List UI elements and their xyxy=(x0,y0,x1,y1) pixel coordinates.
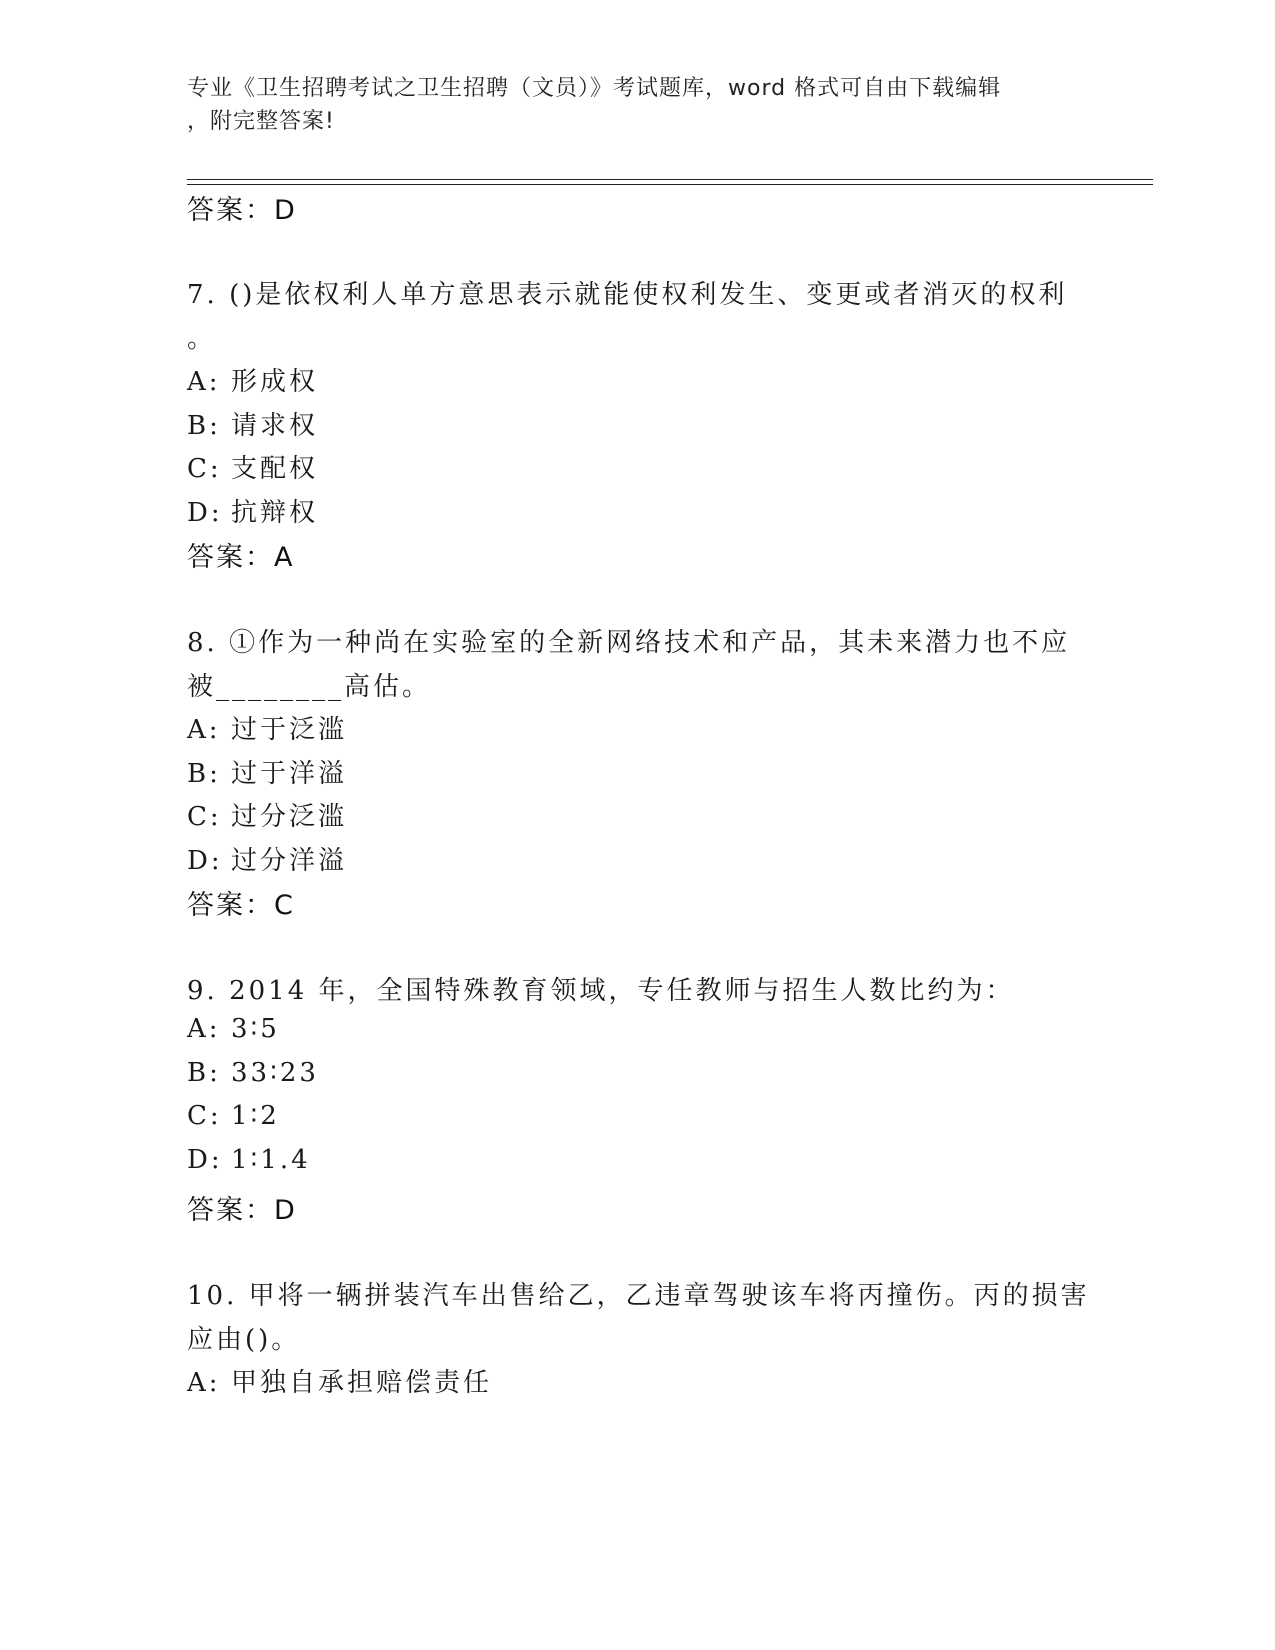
question-7-option-c xyxy=(187,448,318,485)
option-letter: C: xyxy=(187,1101,222,1131)
option-text: 3∶5 xyxy=(231,1014,280,1044)
option-text: 过于洋溢 xyxy=(231,759,348,789)
question-9-answer: 答案：D xyxy=(187,1195,297,1226)
question-10-option-a xyxy=(187,1362,492,1399)
question-7-answer: 答案：A xyxy=(187,542,295,573)
header-divider-top xyxy=(187,179,1153,180)
option-letter: D: xyxy=(187,1145,223,1175)
question-8-answer: 答案：C xyxy=(187,890,295,921)
option-letter: A: xyxy=(187,1014,221,1044)
option-letter: C: xyxy=(187,454,222,484)
option-text: 形成权 xyxy=(231,367,319,397)
header-line-1: 专业《卫生招聘考试之卫生招聘（文员）》考试题库，word 格式可自由下载编辑 xyxy=(187,76,1002,101)
question-7-option-d xyxy=(187,492,318,529)
option-letter: A: xyxy=(187,1368,221,1398)
prev-answer: 答案：D xyxy=(187,195,297,226)
option-text: 抗辩权 xyxy=(231,498,319,528)
question-9-option-b xyxy=(187,1058,319,1088)
question-9-stem-line-1: 9. 2014 年，全国特殊教育领域，专任教师与招生人数比约为： xyxy=(187,976,1015,1006)
option-letter: A: xyxy=(187,367,221,397)
question-10-stem-line-2: 应由()。 xyxy=(187,1325,301,1355)
question-7-option-b xyxy=(187,405,318,442)
question-10-stem-line-1: 10. 甲将一辆拼装汽车出售给乙，乙违章驾驶该车将丙撞伤。丙的损害 xyxy=(187,1281,1090,1311)
question-9-option-a xyxy=(187,1014,280,1044)
option-letter: B: xyxy=(187,411,221,441)
option-text: 请求权 xyxy=(231,411,319,441)
question-9-option-d xyxy=(187,1145,311,1175)
option-letter: D: xyxy=(187,498,223,528)
option-text: 33∶23 xyxy=(231,1058,319,1088)
option-letter: C: xyxy=(187,802,222,832)
option-text: 过分泛滥 xyxy=(231,802,348,832)
option-text: 支配权 xyxy=(231,454,319,484)
document-header xyxy=(187,72,1067,138)
option-letter: A: xyxy=(187,715,221,745)
question-8-option-c xyxy=(187,796,347,833)
question-7-stem-line-1: 7. ()是依权利人单方意思表示就能使权利发生、变更或者消灭的权利 xyxy=(187,280,1068,310)
header-line-2: ，附完整答案! xyxy=(187,109,335,134)
header-divider-bottom xyxy=(187,184,1153,185)
option-text: 1∶1.4 xyxy=(231,1145,311,1175)
option-letter: B: xyxy=(187,1058,221,1088)
question-8-option-b xyxy=(187,753,347,790)
question-8-stem-line-2: 被________高估。 xyxy=(187,672,432,702)
question-8-stem-line-1: 8. ①作为一种尚在实验室的全新网络技术和产品，其未来潜力也不应 xyxy=(187,628,1071,658)
question-9-option-c xyxy=(187,1101,280,1131)
option-text: 过分洋溢 xyxy=(231,846,348,876)
option-text: 甲独自承担赔偿责任 xyxy=(231,1368,493,1398)
question-8-option-d xyxy=(187,840,347,877)
question-7-stem-line-2: 。 xyxy=(187,324,217,354)
option-letter: B: xyxy=(187,759,221,789)
question-8-option-a xyxy=(187,709,347,746)
option-letter: D: xyxy=(187,846,223,876)
option-text: 过于泛滥 xyxy=(231,715,348,745)
option-text: 1∶2 xyxy=(231,1101,280,1131)
question-7-option-a xyxy=(187,361,318,398)
